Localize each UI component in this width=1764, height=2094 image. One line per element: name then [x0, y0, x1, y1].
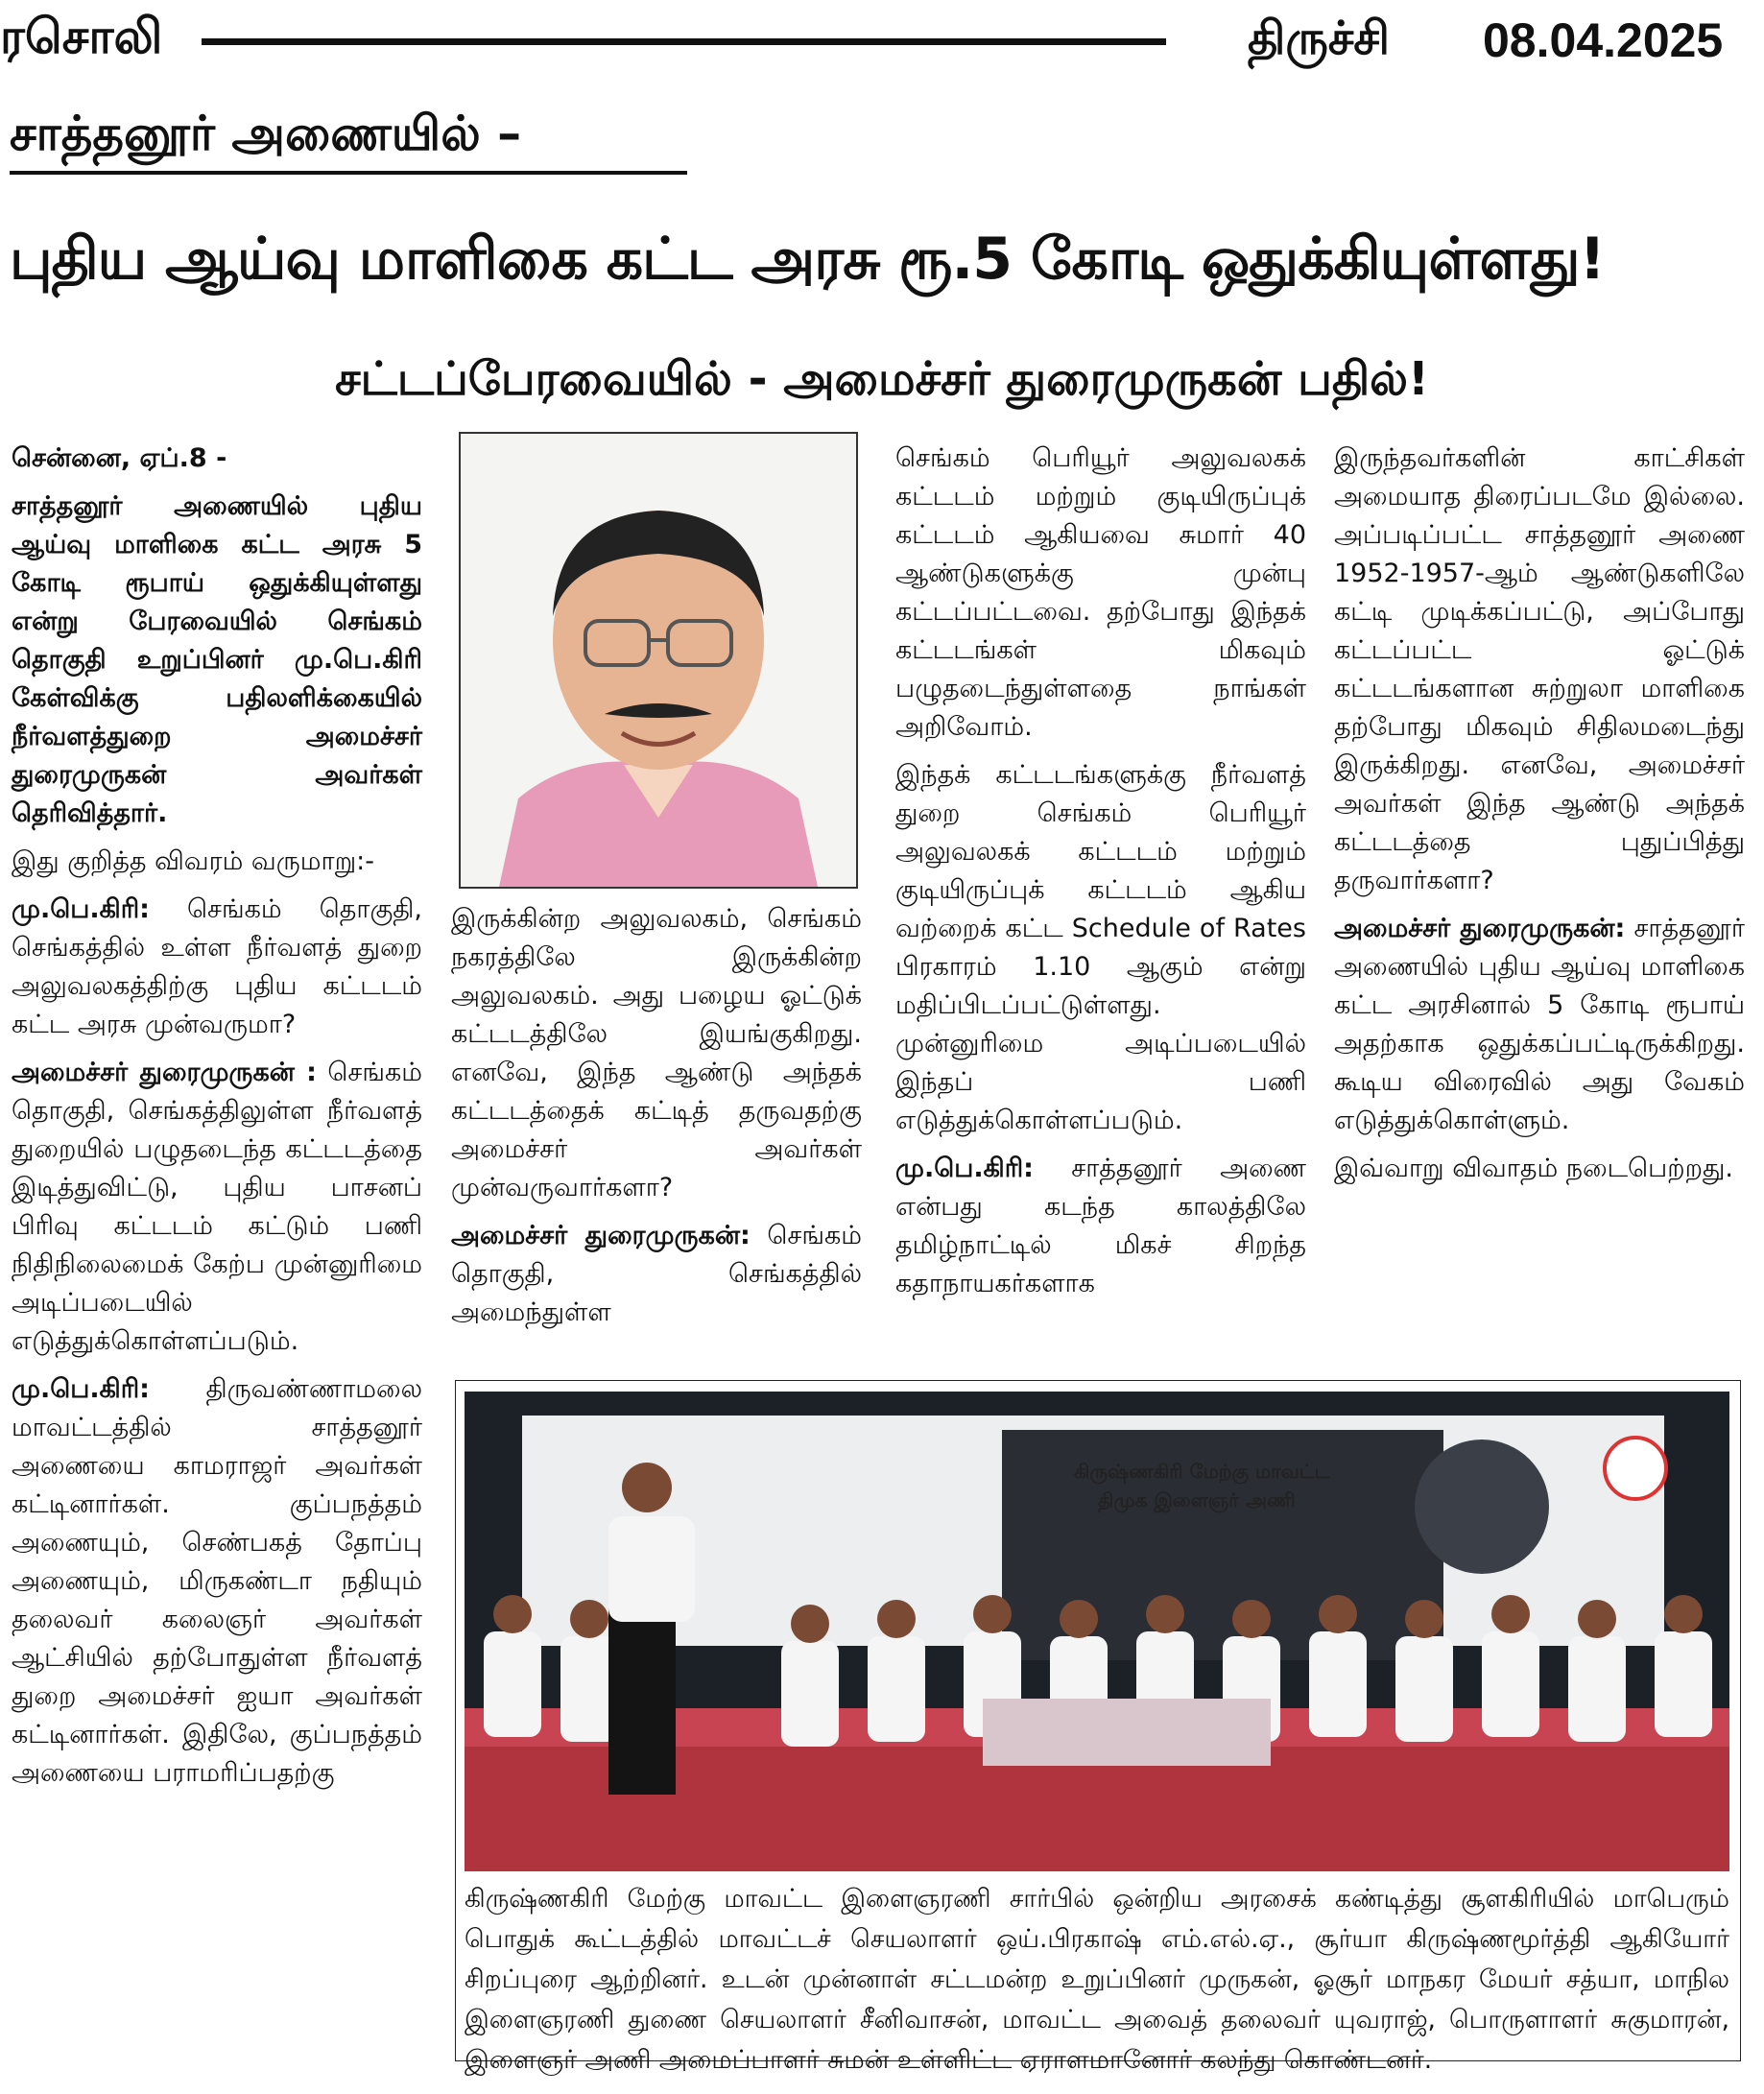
answer-3 — [1334, 910, 1745, 1140]
kicker-underline — [10, 171, 687, 175]
masthead-city: திருச்சி — [1248, 12, 1390, 65]
headline-text: புதிய ஆய்வு மாளிகை கட்ட அரசு ரூ.5 கோடி ஒதுக்கியுள்ளது! — [10, 226, 1605, 293]
event-photo-image — [465, 1392, 1729, 1871]
photo-caption: கிருஷ்ணகிரி மேற்கு மாவட்ட இளைஞரணி சார்பில் ஒன்றிய அரசைக் கண்டித்து சூளகிரியில் மாபெரும் பொதுக் கூட்டத்தில் மாவட்டச் செயலாளர் ஒய்.பிரகாஷ் எம்.எல்.ஏ., சூர்யா கிருஷ்ணமூர்த்தி ஆகியோர் சிறப்புரை ஆற்றினர். உடன் முன்னாள் சட்டமன்ற உறுப்பினர் முருகன், ஓசூர் மாநகர மேயர் சத்யா, மாநில இளைஞரணி துணை செயலாளர் சீனிவாசன், மாவட்ட அவைத் தலைவர் யுவராஜ், பொருளாளர் சுகுமாரன், இளைஞர் அணி அமைப்பாளர் சுமன் உள்ளிட்ட ஏராளமானோர் கலந்து கொண்டனர். — [465, 1884, 1729, 2075]
answer-3-text: சாத்தனூர் அணையில் புதிய ஆய்வு மாளிகை கட்ட அரசினால் 5 கோடி ரூபாய் அதற்காக ஒதுக்கப்பட்டிருக்கிறது. கூடிய விரைவில் அது வேகம் எடுத்துக்கொள்ளும். — [1334, 914, 1745, 1135]
minister-portrait — [459, 432, 858, 889]
question-2-text: திருவண்ணாமலை மாவட்டத்தில் சாத்தனூர் அணையை காமராஜர் அவர்கள் கட்டினார்கள். குப்பநத்தம் அணையும், செண்பகத் தோப்பு அணையும், மிருகண்டா நதியும் தலைவர் கலைஞர் அவர்கள் ஆட்சியில் தற்போதுள்ள நீர்வளத் துறை அமைச்சர் ஐயா அவர்கள் கட்டினார்கள். இதிலே, குப்பநத்தம் அணையை பராமரிப்பதற்கு — [12, 1374, 422, 1788]
article-intro: இது குறித்த விவரம் வருமாறு:- — [12, 846, 374, 876]
speaker-minister: அமைச்சர் துரைமுருகன்: — [1334, 914, 1626, 943]
kicker: சாத்தனூர் அணையில் – — [10, 106, 522, 161]
speaker-giri: மு.பெ.கிரி: — [895, 1154, 1034, 1183]
question-3-continued: இருந்தவர்களின் காட்சிகள் அமையாத திரைப்படமே இல்லை. அப்படிப்பட்ட சாத்தனூர் அணை 1952-1957-ஆம் ஆண்டுகளிலே கட்டி முடிக்கப்பட்டு, அப்போது கட்டப்பட்ட ஓட்டுக் கட்டடங்களான சுற்றுலா மாளிகை தற்போது மிகவும் சிதிலமடைந்து இருக்கிறது. எனவே, அமைச்சர் அவர்கள் இந்த ஆண்டு அந்தக் கட்டடத்தை புதுப்பித்து தருவார்களா? — [1334, 443, 1745, 895]
question-3-text: சாத்தனூர் அணை என்பது கடந்த காலத்திலே தமிழ்நாட்டில் மிகச் சிறந்த கதாநாயகர்களாக — [895, 1154, 1306, 1298]
event-photo — [465, 1392, 1729, 1871]
dateline: சென்னை, ஏப்.8 - — [12, 443, 227, 473]
question-2-continued: இருக்கின்ற அலுவலகம், செங்கம் நகரத்திலே இருக்கின்ற அலுவலகம். அது பழைய ஓட்டுக் கட்டடத்திலே இயங்குகிறது. எனவே, இந்த ஆண்டு அந்தக் கட்டடத்தைக் கட்டித் தருவதற்கு அமைச்சர் அவர்கள் முன்வருவார்களா? — [451, 904, 862, 1202]
question-3 — [895, 1150, 1306, 1303]
question-2 — [12, 1370, 422, 1793]
question-1 — [12, 891, 422, 1044]
article-column-4 — [1334, 440, 1745, 1198]
masthead-rule — [202, 38, 1166, 45]
answer-2-text: செங்கம் தொகுதி, செங்கத்தில் அமைந்துள்ள — [451, 1221, 862, 1327]
speaker-giri: மு.பெ.கிரி: — [12, 1374, 150, 1404]
article-column-1 — [12, 440, 422, 1802]
answer-1 — [12, 1054, 422, 1361]
article-lead: சாத்தனூர் அணையில் புதிய ஆய்வு மாளிகை கட்ட அரசு 5 கோடி ரூபாய் ஒதுக்கியுள்ளது என்று பேரவையில் செங்கம் தொகுதி உறுப்பினர் மு.பெ.கிரி கேள்விக்கு பதிலளிக்கையில் நீர்வளத்துறை அமைச்சர் துரைமுருகன் அவர்கள் தெரிவித்தார். — [12, 491, 422, 828]
speaker-giri: மு.பெ.கிரி: — [12, 894, 150, 924]
masthead-paper-name: ரசொலி — [0, 9, 163, 64]
answer-2-paragraph-2: இந்தக் கட்டடங்களுக்கு நீர்வளத் துறை செங்கம் பெரியூர் அலுவலகக் கட்டடம் மற்றும் குடியிருப்புக் கட்டடம் ஆகிய வற்றைக் கட்ட Schedule of Rates பிரகாரம் 1.10 ஆகும் என்று மதிப்பிடப்பட்டுள்ளது. முன்னுரிமை அடிப்படையில் இந்தப் பணி எடுத்துக்கொள்ளப்படும். — [895, 760, 1306, 1135]
banner-line-1: கிருஷ்ணகிரி மேற்கு மாவட்ட — [1074, 1460, 1330, 1483]
speaker-minister: அமைச்சர் துரைமுருகன் : — [12, 1058, 317, 1087]
speaker-minister: அமைச்சர் துரைமுருகன்: — [451, 1221, 751, 1250]
article-column-3 — [895, 440, 1306, 1313]
banner-line-2: திமுக இளைஞர் அணி — [1098, 1488, 1296, 1511]
answer-1-text: செங்கம் தொகுதி, செங்கத்திலுள்ள நீர்வளத் துறையில் பழுதடைந்த கட்டடத்தை இடித்துவிட்டு, புதிய பாசனப் பிரிவு கட்டடம் கட்டும் பணி நிதிநிலைமைக் கேற்ப முன்னுரிமை அடிப்படையில் எடுத்துக்கொள்ளப்படும். — [12, 1058, 422, 1356]
headline — [10, 206, 1754, 312]
masthead-date: 08.04.2025 — [1483, 13, 1724, 67]
subheadline: சட்டப்பேரவையில் - அமைச்சர் துரைமுருகன் பதில்! — [335, 352, 1429, 406]
question-1-text: செங்கம் தொகுதி, செங்கத்தில் உள்ள நீர்வளத் துறை அலுவலகத்திற்கு புதிய கட்டடம் கட்ட அரசு முன்வருமா? — [12, 894, 422, 1039]
article-closing: இவ்வாறு விவாதம் நடைபெற்றது. — [1334, 1154, 1733, 1183]
portrait-image — [461, 434, 856, 887]
article-column-2 — [451, 900, 862, 1342]
answer-2 — [451, 1217, 862, 1332]
answer-2-continued: செங்கம் பெரியூர் அலுவலகக் கட்டடம் மற்றும் குடியிருப்புக் கட்டடம் ஆகியவை சுமார் 40 ஆண்டுகளுக்கு முன்பு கட்டப்பட்டவை. தற்போது இந்தக் கட்டடங்கள் மிகவும் பழுதடைந்துள்ளதை நாங்கள் அறிவோம். — [895, 443, 1306, 742]
